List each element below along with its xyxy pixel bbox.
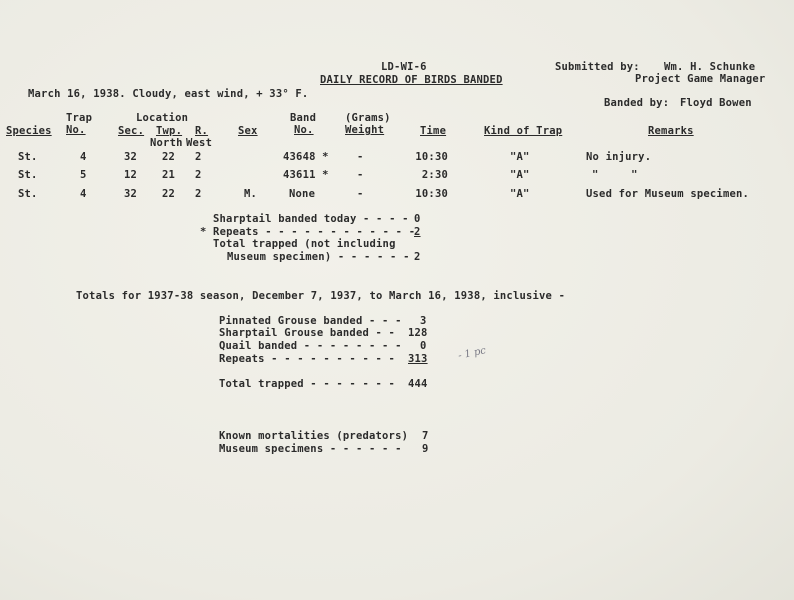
cell-remarks: Used for Museum specimen. bbox=[586, 188, 750, 200]
submitted-by-label: Submitted by: bbox=[555, 61, 640, 73]
cell-kind: "A" bbox=[510, 188, 530, 200]
cell-r: 2 bbox=[195, 169, 202, 181]
season-sharptail-value: 128 bbox=[408, 327, 428, 339]
banded-by-name: Floyd Bowen bbox=[680, 97, 752, 109]
submitted-by-name: Wm. H. Schunke bbox=[664, 61, 756, 73]
cell-sec: 32 bbox=[124, 188, 138, 200]
season-sharptail-label: Sharptail Grouse banded - - bbox=[219, 327, 396, 339]
cell-twp: 22 bbox=[162, 151, 176, 163]
cell-time: 10:30 bbox=[415, 188, 448, 200]
summary-repeats-label: * Repeats - - - - - - - - - - - - bbox=[200, 226, 416, 238]
season-mortalities-label: Known mortalities (predators) bbox=[219, 430, 409, 442]
season-quail-label: Quail banded - - - - - - - - bbox=[219, 340, 402, 352]
summary-banded-value: 0 bbox=[414, 213, 421, 225]
cell-kind: "A" bbox=[510, 151, 530, 163]
cell-twp: 22 bbox=[162, 188, 176, 200]
header-location: Location bbox=[136, 112, 189, 124]
handwritten-note: - 1 pc bbox=[457, 345, 487, 362]
header-species: Species bbox=[6, 125, 52, 137]
summary-total-value: 2 bbox=[414, 251, 421, 263]
cell-weight: - bbox=[357, 151, 364, 163]
cell-trap: 4 bbox=[80, 188, 87, 200]
season-museum-label: Museum specimens - - - - - - bbox=[219, 443, 402, 455]
header-band-bottom: No. bbox=[294, 124, 314, 136]
header-west: West bbox=[186, 137, 213, 149]
cell-r: 2 bbox=[195, 188, 202, 200]
document-title: DAILY RECORD OF BIRDS BANDED bbox=[320, 74, 503, 86]
season-quail-value: 0 bbox=[420, 340, 427, 352]
header-kind-of-trap: Kind of Trap bbox=[484, 125, 563, 137]
header-trap-bottom: No. bbox=[66, 124, 86, 136]
season-repeats-label: Repeats - - - - - - - - - - bbox=[219, 353, 396, 365]
season-total-value: 444 bbox=[408, 378, 428, 390]
cell-twp: 21 bbox=[162, 169, 176, 181]
cell-weight: - bbox=[357, 169, 364, 181]
cell-weight: - bbox=[357, 188, 364, 200]
cell-species: St. bbox=[18, 188, 38, 200]
document-code: LD-WI-6 bbox=[381, 61, 427, 73]
cell-band: 43611 * bbox=[283, 169, 329, 181]
cell-kind: "A" bbox=[510, 169, 530, 181]
summary-total-label: Total trapped (not including bbox=[213, 238, 396, 250]
season-mortalities-value: 7 bbox=[422, 430, 429, 442]
cell-sec: 32 bbox=[124, 151, 138, 163]
header-twp: Twp. bbox=[156, 125, 183, 137]
cell-remarks: No injury. bbox=[586, 151, 652, 163]
cell-band: None bbox=[289, 188, 316, 200]
season-repeats-value: 313 bbox=[408, 353, 428, 365]
submitted-by-role: Project Game Manager bbox=[635, 73, 766, 85]
header-band-top: Band bbox=[290, 112, 317, 124]
header-weight-top: (Grams) bbox=[345, 112, 391, 124]
cell-remarks: " " bbox=[592, 169, 638, 181]
cell-species: St. bbox=[18, 151, 38, 163]
season-museum-value: 9 bbox=[422, 443, 429, 455]
banded-by-label: Banded by: bbox=[604, 97, 670, 109]
cell-sex: M. bbox=[244, 188, 258, 200]
header-trap-top: Trap bbox=[66, 112, 93, 124]
header-r: R. bbox=[195, 125, 209, 137]
season-pinnated-label: Pinnated Grouse banded - - - bbox=[219, 315, 402, 327]
summary-total-label-continued: Museum specimen) - - - - - - bbox=[227, 251, 410, 263]
season-heading: Totals for 1937-38 season, December 7, 1937, to March 16, 1938, inclusive - bbox=[76, 290, 566, 302]
cell-trap: 4 bbox=[80, 151, 87, 163]
header-sec: Sec. bbox=[118, 125, 145, 137]
header-north: North bbox=[150, 137, 183, 149]
cell-trap: 5 bbox=[80, 169, 87, 181]
header-weight-bottom: Weight bbox=[345, 124, 385, 136]
header-time: Time bbox=[420, 125, 447, 137]
header-sex: Sex bbox=[238, 125, 258, 137]
summary-banded-label: Sharptail banded today - - - - bbox=[213, 213, 409, 225]
cell-r: 2 bbox=[195, 151, 202, 163]
cell-species: St. bbox=[18, 169, 38, 181]
season-total-label: Total trapped - - - - - - - bbox=[219, 378, 396, 390]
season-pinnated-value: 3 bbox=[420, 315, 427, 327]
cell-time: 2:30 bbox=[421, 169, 448, 181]
cell-time: 10:30 bbox=[415, 151, 448, 163]
cell-band: 43648 * bbox=[283, 151, 329, 163]
summary-repeats-value: 2 bbox=[414, 226, 421, 238]
header-remarks: Remarks bbox=[648, 125, 694, 137]
cell-sec: 12 bbox=[124, 169, 138, 181]
date-weather-line: March 16, 1938. Cloudy, east wind, + 33° F. bbox=[28, 88, 309, 100]
